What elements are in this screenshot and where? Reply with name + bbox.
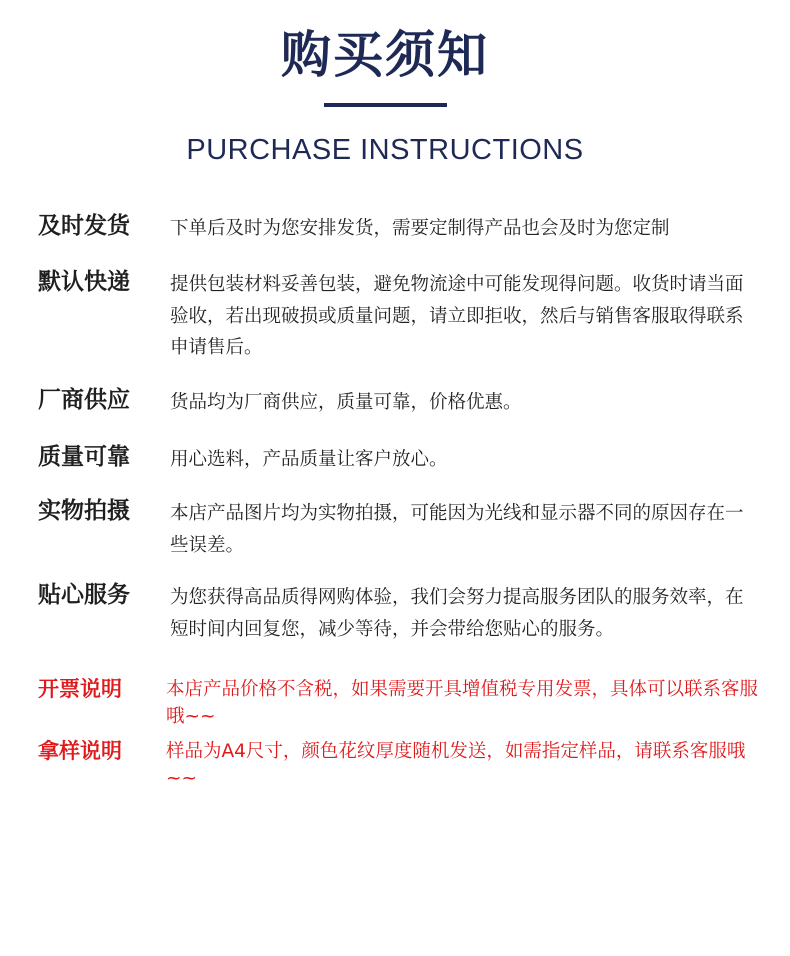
info-text: 提供包装材料妥善包装，避免物流途中可能发现得问题。收货时请当面验收，若出现破损或质量问题，请立即拒收，然后与销售客服取得联系申请售后。 [170,274,744,358]
notice-text: 本店产品价格不含税，如果需要开具增值税专用发票，具体可以联系客服哦~~ [166,679,759,727]
info-label: 及时发货 [38,213,130,239]
notice-label: 拿样说明 [38,739,122,763]
info-label: 默认快递 [38,269,130,295]
info-text: 下单后及时为您安排发货，需要定制得产品也会及时为您定制 [170,218,670,239]
title-underline [324,103,447,107]
info-label: 厂商供应 [38,387,130,413]
notice-label: 开票说明 [38,677,122,701]
info-text: 货品均为厂商供应，质量可靠，价格优惠。 [170,392,522,413]
info-text: 用心选料，产品质量让客户放心。 [170,449,448,470]
info-label: 实物拍摄 [38,498,130,524]
info-text: 为您获得高品质得网购体验，我们会努力提高服务团队的服务效率，在短时间内回复您，减少等待，并会带给您贴心的服务。 [170,587,744,640]
notice-text: 样品为A4尺寸，颜色花纹厚度随机发送，如需指定样品，请联系客服哦~~ [166,741,746,789]
page-subtitle: PURCHASE INSTRUCTIONS [186,134,584,166]
info-label: 质量可靠 [38,444,130,470]
info-text: 本店产品图片均为实物拍摄，可能因为光线和显示器不同的原因存在一些误差。 [170,503,744,556]
info-label: 贴心服务 [38,582,130,608]
page-title: 购买须知 [281,26,489,84]
